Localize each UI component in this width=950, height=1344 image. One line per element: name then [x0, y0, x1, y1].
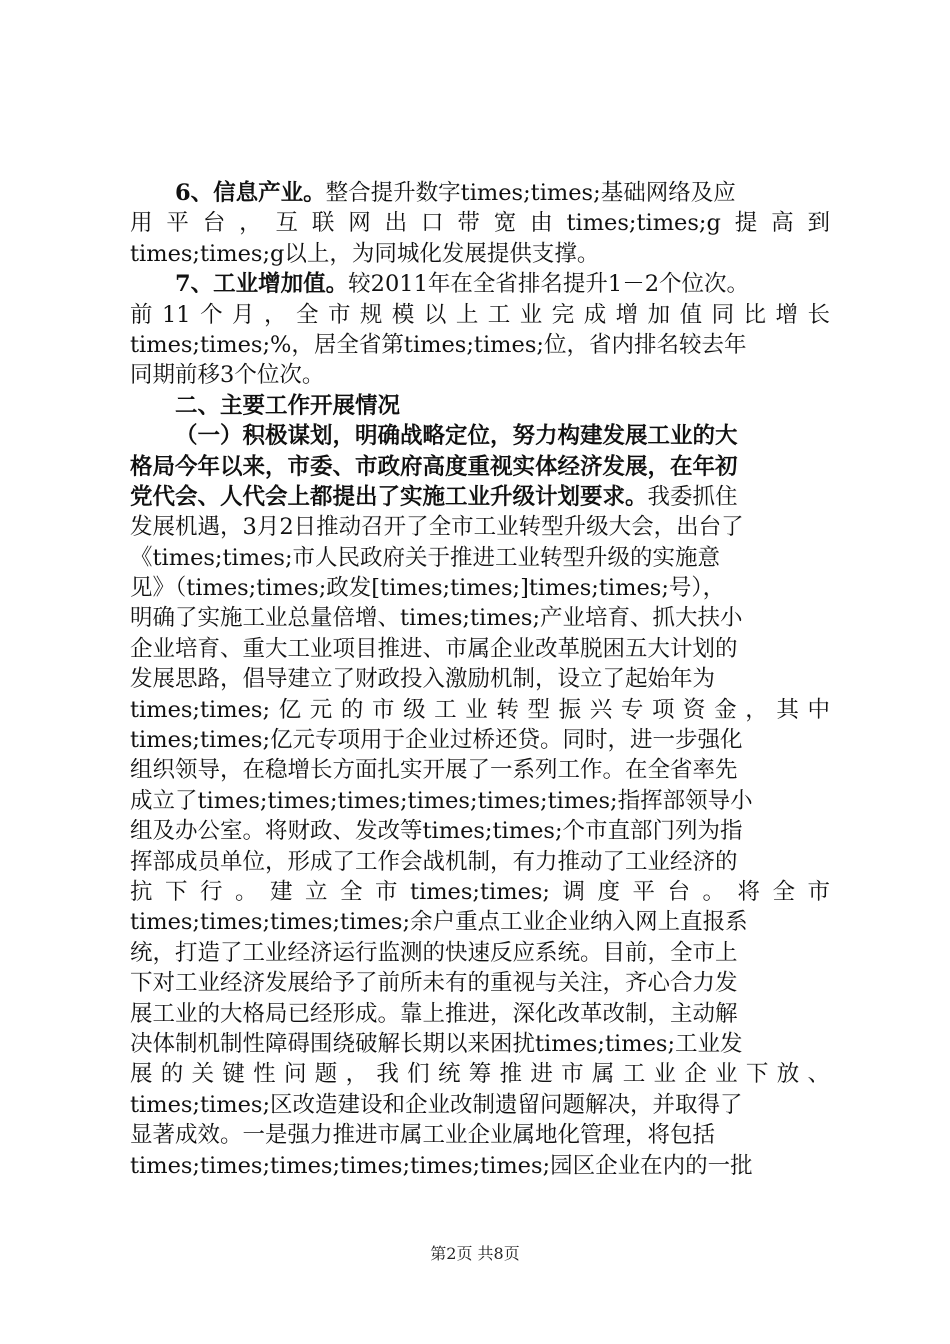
text-line: 发展机遇，3月2日推动召开了全市工业转型升级大会，出台了 — [130, 514, 744, 541]
text-line: 格局今年以来，市委、市政府高度重视实体经济发展，在年初 — [130, 453, 738, 480]
text-line: 用平台，互联网出口带宽由times;times;g提高到 — [130, 210, 830, 237]
text-line: 决体制机制性障碍围绕破解长期以来困扰times;times;工业发 — [130, 1030, 743, 1057]
text-line: times;times;区改造建设和企业改制遗留问题解决，并取得了 — [130, 1091, 743, 1118]
text-line: 显著成效。一是强力推进市属工业企业属地化管理，将包括 — [130, 1122, 716, 1149]
text-line: 发展思路，倡导建立了财政投入激励机制，设立了起始年为 — [130, 666, 716, 693]
text-line: 7、工业增加值。较2011年在全省排名提升1－2个位次。 — [175, 271, 750, 298]
text-line: times;times;times;times;余户重点工业企业纳入网上直报系 — [130, 909, 748, 936]
text-line: times;times;times;times;times;times;园区企业在内的一批 — [130, 1152, 753, 1179]
text-line: 党代会、人代会上都提出了实施工业升级计划要求。我委抓住 — [130, 483, 738, 510]
text-line: 见》（times;times;政发[times;times;]times;times;号）， — [130, 575, 726, 602]
text-line: 抗下行。建立全市times;times;调度平台。将全市 — [130, 878, 830, 905]
text-line: times;times;g以上，为同城化发展提供支撑。 — [130, 240, 600, 267]
text-line: 前11个月，全市规模以上工业完成增加值同比增长 — [130, 301, 830, 328]
page-footer: 第2页 共8页 — [430, 1244, 520, 1263]
text-line: 展工业的大格局已经形成。靠上推进，深化改革改制，主动解 — [130, 1000, 738, 1027]
text-line: 展的关键性问题，我们统筹推进市属工业企业下放、 — [130, 1061, 830, 1088]
text-line: times;times;%，居全省第times;times;位，省内排名较去年 — [130, 331, 747, 358]
text-line: 同期前移3个位次。 — [130, 362, 325, 389]
subsection-heading: （一）积极谋划，明确战略定位，努力构建发展工业的大 — [175, 423, 738, 450]
text-line: 企业培育、重大工业项目推进、市属企业改革脱困五大计划的 — [130, 635, 738, 662]
document-body — [130, 178, 830, 1181]
text-line: 明确了实施工业总量倍增、times;times;产业培育、抓大扶小 — [130, 605, 743, 632]
section-heading: 二、主要工作开展情况 — [175, 392, 401, 419]
text-line: 组及办公室。将财政、发改等times;times;个市直部门列为指 — [130, 818, 743, 845]
text-line: times;times;亿元专项用于企业过桥还贷。同时，进一步强化 — [130, 727, 743, 754]
text-line: times;times;亿元的市级工业转型振兴专项资金，其中 — [130, 696, 830, 723]
text-line: 组织领导，在稳增长方面扎实开展了一系列工作。在全省率先 — [130, 757, 738, 784]
text-line: 挥部成员单位，形成了工作会战机制，有力推动了工业经济的 — [130, 848, 738, 875]
text-line: 下对工业经济发展给予了前所未有的重视与关注，齐心合力发 — [130, 970, 738, 997]
text-line: 《times;times;市人民政府关于推进工业转型升级的实施意 — [130, 544, 721, 571]
text-line: 统，打造了工业经济运行监测的快速反应系统。目前，全市上 — [130, 939, 738, 966]
text-line: 6、信息产业。整合提升数字times;times;基础网络及应 — [175, 180, 736, 206]
text-line: 成立了times;times;times;times;times;times;指挥部领导小 — [130, 787, 753, 814]
